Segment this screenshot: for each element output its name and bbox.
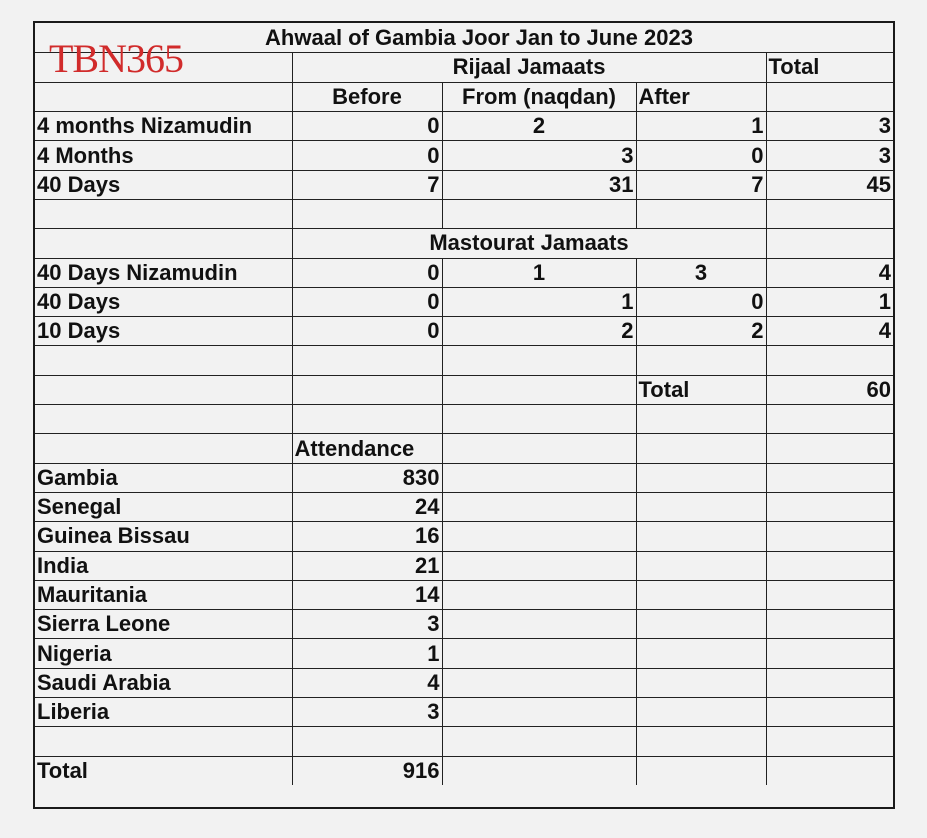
country-label: India bbox=[35, 551, 292, 580]
cell bbox=[766, 580, 893, 609]
cell bbox=[442, 492, 636, 521]
table-row bbox=[35, 346, 893, 375]
table-row bbox=[35, 434, 893, 463]
cell bbox=[766, 434, 893, 463]
attendance-count: 3 bbox=[292, 610, 442, 639]
from-value: 3 bbox=[442, 141, 636, 170]
before-value: 0 bbox=[292, 141, 442, 170]
cell bbox=[442, 463, 636, 492]
cell bbox=[35, 405, 292, 434]
cell bbox=[292, 375, 442, 404]
table-row bbox=[35, 756, 893, 785]
cell bbox=[766, 405, 893, 434]
attendance-count: 830 bbox=[292, 463, 442, 492]
table-row bbox=[35, 639, 893, 668]
cell bbox=[766, 668, 893, 697]
cell bbox=[636, 199, 766, 228]
country-label: Senegal bbox=[35, 492, 292, 521]
cell bbox=[636, 668, 766, 697]
row-label: 4 Months bbox=[35, 141, 292, 170]
attendance-count: 14 bbox=[292, 580, 442, 609]
cell bbox=[292, 346, 442, 375]
attendance-count: 21 bbox=[292, 551, 442, 580]
from-value: 1 bbox=[442, 287, 636, 316]
table-row bbox=[35, 375, 893, 404]
cell bbox=[442, 522, 636, 551]
from-value: 1 bbox=[442, 258, 636, 287]
country-label: Liberia bbox=[35, 698, 292, 727]
cell bbox=[636, 610, 766, 639]
table-row bbox=[35, 463, 893, 492]
table-row bbox=[35, 698, 893, 727]
total-value: 4 bbox=[766, 317, 893, 346]
cell bbox=[636, 551, 766, 580]
row-label: 10 Days bbox=[35, 317, 292, 346]
cell bbox=[636, 346, 766, 375]
cell bbox=[766, 229, 893, 258]
table-row bbox=[35, 82, 893, 111]
row-label: 40 Days bbox=[35, 287, 292, 316]
table-row bbox=[35, 317, 893, 346]
from-value: 2 bbox=[442, 317, 636, 346]
cell bbox=[442, 580, 636, 609]
attendance-total-label: Total bbox=[35, 756, 292, 785]
total-value: 3 bbox=[766, 141, 893, 170]
table-row bbox=[35, 199, 893, 228]
data-table bbox=[35, 53, 893, 785]
cell bbox=[766, 492, 893, 521]
before-value: 0 bbox=[292, 112, 442, 141]
country-label: Nigeria bbox=[35, 639, 292, 668]
cell bbox=[766, 610, 893, 639]
country-label: Saudi Arabia bbox=[35, 668, 292, 697]
sheet-title: Ahwaal of Gambia Joor Jan to June 2023 bbox=[265, 24, 693, 50]
table-row bbox=[35, 112, 893, 141]
cell bbox=[292, 405, 442, 434]
before-value: 0 bbox=[292, 287, 442, 316]
cell bbox=[442, 199, 636, 228]
grand-total-value: 60 bbox=[766, 375, 893, 404]
total-heading: Total bbox=[766, 53, 893, 82]
cell bbox=[35, 229, 292, 258]
cell bbox=[442, 375, 636, 404]
cell bbox=[766, 727, 893, 756]
attendance-count: 3 bbox=[292, 698, 442, 727]
country-label: Guinea Bissau bbox=[35, 522, 292, 551]
table-row bbox=[35, 287, 893, 316]
table-row bbox=[35, 522, 893, 551]
cell bbox=[35, 375, 292, 404]
total-value: 4 bbox=[766, 258, 893, 287]
from-value: 31 bbox=[442, 170, 636, 199]
cell bbox=[35, 346, 292, 375]
cell bbox=[636, 756, 766, 785]
cell bbox=[636, 698, 766, 727]
after-value: 3 bbox=[636, 258, 766, 287]
attendance-count: 1 bbox=[292, 639, 442, 668]
table-row bbox=[35, 492, 893, 521]
rijaal-heading: Rijaal Jamaats bbox=[292, 53, 766, 82]
cell bbox=[292, 727, 442, 756]
attendance-total-value: 916 bbox=[292, 756, 442, 785]
from-value: 2 bbox=[442, 112, 636, 141]
cell bbox=[35, 199, 292, 228]
after-value: 7 bbox=[636, 170, 766, 199]
cell bbox=[766, 82, 893, 111]
cell bbox=[442, 405, 636, 434]
cell bbox=[442, 668, 636, 697]
row-label: 4 months Nizamudin bbox=[35, 112, 292, 141]
spreadsheet bbox=[33, 21, 895, 809]
watermark-logo: TBN365 bbox=[49, 36, 183, 81]
row-label: 40 Days bbox=[35, 170, 292, 199]
total-value: 1 bbox=[766, 287, 893, 316]
cell bbox=[766, 756, 893, 785]
cell bbox=[766, 698, 893, 727]
cell bbox=[35, 727, 292, 756]
total-value: 45 bbox=[766, 170, 893, 199]
country-label: Mauritania bbox=[35, 580, 292, 609]
before-value: 7 bbox=[292, 170, 442, 199]
cell bbox=[442, 610, 636, 639]
cell bbox=[442, 346, 636, 375]
cell bbox=[766, 522, 893, 551]
mastourat-heading: Mastourat Jamaats bbox=[292, 229, 766, 258]
after-value: 0 bbox=[636, 287, 766, 316]
table-row bbox=[35, 170, 893, 199]
table-row bbox=[35, 405, 893, 434]
cell bbox=[766, 639, 893, 668]
table-row bbox=[35, 258, 893, 287]
table-row bbox=[35, 580, 893, 609]
table-row bbox=[35, 551, 893, 580]
cell bbox=[766, 463, 893, 492]
before-value: 0 bbox=[292, 258, 442, 287]
table-row bbox=[35, 668, 893, 697]
table-row bbox=[35, 229, 893, 258]
cell bbox=[636, 434, 766, 463]
cell bbox=[442, 727, 636, 756]
cell bbox=[636, 522, 766, 551]
cell bbox=[636, 580, 766, 609]
cell bbox=[292, 199, 442, 228]
table-row bbox=[35, 141, 893, 170]
after-value: 0 bbox=[636, 141, 766, 170]
row-label: 40 Days Nizamudin bbox=[35, 258, 292, 287]
cell bbox=[636, 492, 766, 521]
total-value: 3 bbox=[766, 112, 893, 141]
col-after: After bbox=[636, 82, 766, 111]
cell bbox=[442, 756, 636, 785]
cell bbox=[766, 346, 893, 375]
attendance-count: 16 bbox=[292, 522, 442, 551]
attendance-count: 24 bbox=[292, 492, 442, 521]
table-row bbox=[35, 727, 893, 756]
after-value: 2 bbox=[636, 317, 766, 346]
cell bbox=[442, 698, 636, 727]
cell bbox=[766, 199, 893, 228]
country-label: Gambia bbox=[35, 463, 292, 492]
cell bbox=[636, 405, 766, 434]
cell bbox=[766, 551, 893, 580]
cell bbox=[636, 639, 766, 668]
attendance-count: 4 bbox=[292, 668, 442, 697]
after-value: 1 bbox=[636, 112, 766, 141]
country-label: Sierra Leone bbox=[35, 610, 292, 639]
cell bbox=[442, 639, 636, 668]
cell bbox=[35, 82, 292, 111]
col-from: From (naqdan) bbox=[442, 82, 636, 111]
before-value: 0 bbox=[292, 317, 442, 346]
cell bbox=[442, 434, 636, 463]
cell bbox=[442, 551, 636, 580]
cell bbox=[636, 463, 766, 492]
col-before: Before bbox=[292, 82, 442, 111]
grand-total-label: Total bbox=[636, 375, 766, 404]
attendance-heading: Attendance bbox=[292, 434, 442, 463]
table-row bbox=[35, 610, 893, 639]
cell bbox=[636, 727, 766, 756]
cell bbox=[35, 434, 292, 463]
